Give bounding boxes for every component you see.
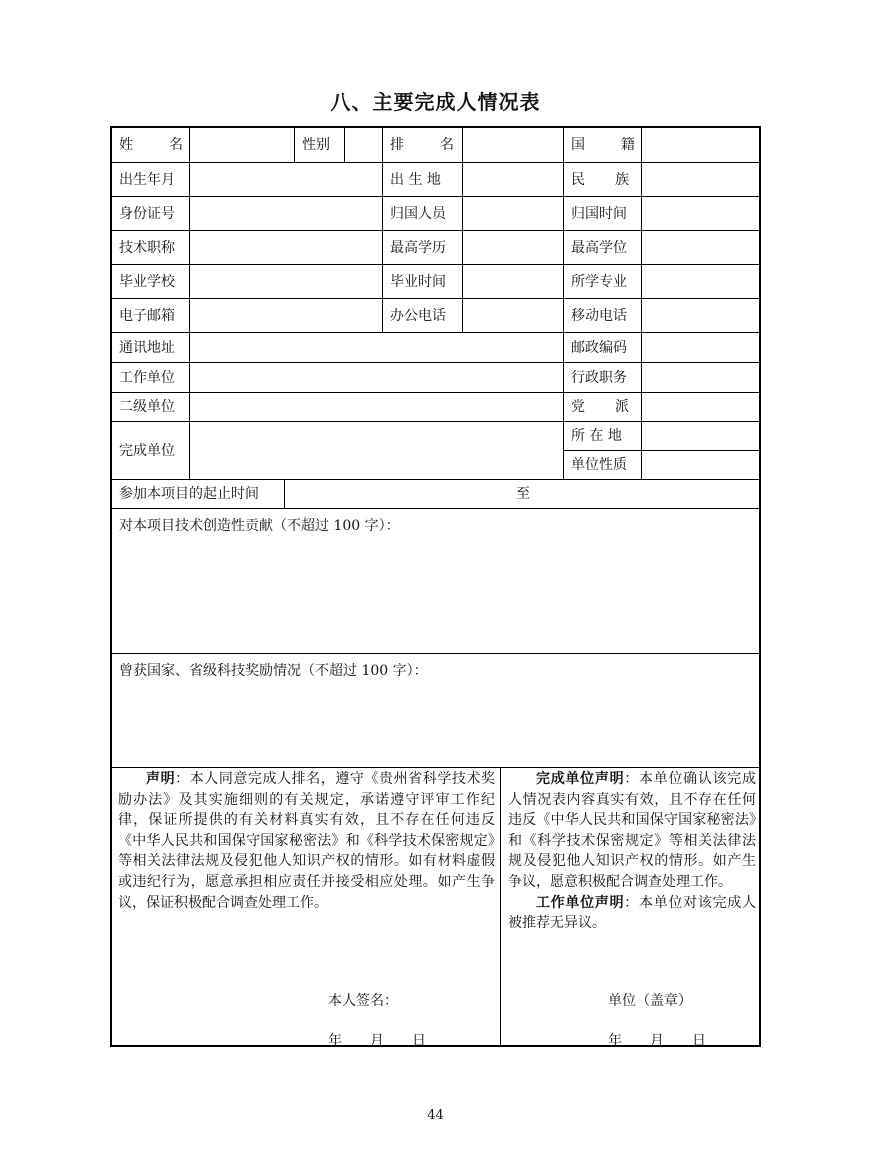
awards-label: 曾获国家、省级科技奖励情况（不超过 100 字）： (119, 663, 428, 679)
field-rank[interactable] (463, 128, 564, 163)
label-office-phone: 办公电话 (383, 299, 463, 333)
personal-signature-label: 本人签名： (328, 993, 398, 1009)
awards-field[interactable] (112, 654, 761, 768)
label-gender: 性别 (295, 128, 345, 163)
declaration-divider (500, 768, 501, 1047)
label-school: 毕业学校 (112, 265, 190, 299)
completer-info-form (110, 126, 761, 1047)
label-period: 参加本项目的起止时间 (112, 480, 285, 509)
unit-declaration (508, 769, 756, 934)
field-email[interactable] (190, 299, 383, 333)
label-id-number: 身份证号 (112, 197, 190, 231)
work-unit-heading: 工作单位声明 (536, 894, 625, 911)
personal-declaration (118, 769, 495, 913)
label-work-unit: 工作单位 (112, 363, 190, 393)
label-party: 党 派 (564, 393, 642, 422)
label-email: 电子邮箱 (112, 299, 190, 333)
field-completing-unit[interactable] (190, 422, 564, 480)
field-education[interactable] (463, 231, 564, 265)
personal-declaration-body: ：本人同意完成人排名，遵守《贵州省科学技术奖励办法》及其实施细则的有关规定，承诺遵守评审工作纪律，保证所提供的有关材料真实有效，且不存在任何违反《中华人民共和国保守国家秘密法》和《科学技术保密规定》等相关法律法规及侵犯他人知识产权的情形。如有材料虚假或违纪行为，愿意承担相应责任并接受相应处理。如产生争议，保证积极配合调查处理工作。 (118, 771, 496, 911)
personal-signature-date: 年 月 日 (328, 1033, 426, 1049)
label-admin-post: 行政职务 (564, 363, 642, 393)
page-title: 八、主要完成人情况表 (330, 90, 541, 114)
label-ethnicity: 民 族 (564, 163, 642, 197)
field-id-number[interactable] (190, 197, 383, 231)
label-mobile: 移动电话 (564, 299, 642, 333)
field-ethnicity[interactable] (642, 163, 761, 197)
label-unit-nature: 单位性质 (564, 451, 642, 480)
field-school[interactable] (190, 265, 383, 299)
field-mobile[interactable] (642, 299, 761, 333)
field-nationality[interactable] (642, 128, 761, 163)
label-completing-unit: 完成单位 (112, 422, 190, 480)
field-tech-title[interactable] (190, 231, 383, 265)
field-postcode[interactable] (642, 333, 761, 363)
field-work-unit[interactable] (190, 363, 564, 393)
field-unit-nature[interactable] (642, 451, 761, 480)
field-location[interactable] (642, 422, 761, 451)
field-gender[interactable] (345, 128, 383, 163)
label-return-time: 归国时间 (564, 197, 642, 231)
contribution-field[interactable] (112, 509, 761, 654)
label-second-unit: 二级单位 (112, 393, 190, 422)
unit-seal-date: 年 月 日 (608, 1033, 706, 1049)
label-nationality: 国 籍 (564, 128, 642, 163)
page-number: 44 (427, 1108, 444, 1123)
label-degree: 最高学位 (564, 231, 642, 265)
field-return-time[interactable] (642, 197, 761, 231)
field-office-phone[interactable] (463, 299, 564, 333)
field-address[interactable] (190, 333, 564, 363)
label-education: 最高学历 (383, 231, 463, 265)
label-name: 姓 名 (112, 128, 190, 163)
field-returnee[interactable] (463, 197, 564, 231)
period-to-label: 至 (516, 486, 530, 502)
field-grad-time[interactable] (463, 265, 564, 299)
label-postcode: 邮政编码 (564, 333, 642, 363)
unit-seal-label: 单位（盖章） (608, 993, 692, 1009)
field-second-unit[interactable] (190, 393, 564, 422)
work-unit-body: ：本单位对该完成人被推荐无异议。 (508, 894, 757, 932)
label-tech-title: 技术职称 (112, 231, 190, 265)
label-location: 所 在 地 (564, 422, 642, 451)
label-grad-time: 毕业时间 (383, 265, 463, 299)
label-major: 所学专业 (564, 265, 642, 299)
field-period[interactable] (285, 480, 761, 509)
field-party[interactable] (642, 393, 761, 422)
label-birthplace: 出 生 地 (383, 163, 463, 197)
completing-unit-body: ：本单位确认该完成人情况表内容真实有效，且不存在任何违反《中华人民共和国保守国家秘密法》和《科学技术保密规定》等相关法律法规及侵犯他人知识产权的情形。如产生争议，愿意积极配合调查处理工作。 (508, 771, 757, 890)
field-degree[interactable] (642, 231, 761, 265)
personal-declaration-heading: 声明 (146, 771, 176, 787)
contribution-label: 对本项目技术创造性贡献（不超过 100 字）： (119, 518, 400, 534)
label-birth-date: 出生年月 (112, 163, 190, 197)
field-name[interactable] (190, 128, 295, 163)
field-birth-date[interactable] (190, 163, 383, 197)
label-rank: 排 名 (383, 128, 463, 163)
field-birthplace[interactable] (463, 163, 564, 197)
field-major[interactable] (642, 265, 761, 299)
label-returnee: 归国人员 (383, 197, 463, 231)
field-admin-post[interactable] (642, 363, 761, 393)
completing-unit-heading: 完成单位声明 (536, 771, 625, 787)
label-address: 通讯地址 (112, 333, 190, 363)
